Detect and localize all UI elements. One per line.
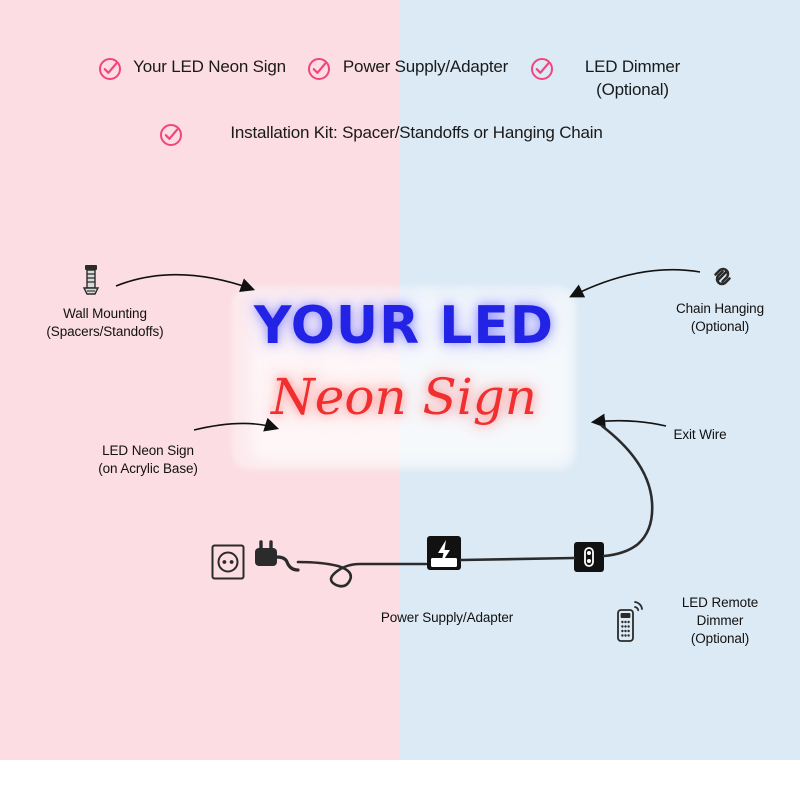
- callout-line-3: (Optional): [690, 631, 750, 647]
- check-circle-icon: [98, 57, 122, 81]
- wall-socket-icon: [211, 544, 245, 585]
- chain-link-icon: [706, 260, 740, 299]
- callout-chain-hanging: [640, 300, 800, 336]
- checklist-row-2: [0, 122, 800, 147]
- inline-dimmer-icon: [574, 542, 604, 577]
- checklist-item-led-neon-sign: [98, 56, 289, 81]
- check-circle-icon: [307, 57, 331, 81]
- checklist-item-label: Power Supply/Adapter: [342, 57, 509, 76]
- checklist-item-label: LED Dimmer (Optional): [584, 57, 681, 99]
- callout-line-2: (Spacers/Standoffs): [46, 324, 164, 340]
- checklist-item-label: Installation Kit: Spacer/Standoffs or Hanging Chain: [230, 122, 603, 142]
- checklist-item-label: Your LED Neon Sign: [133, 57, 286, 76]
- callout-power-supply-adapter: [338, 609, 556, 627]
- callout-line-1: Wall Mounting: [63, 306, 147, 321]
- checklist-row-1: [0, 56, 800, 102]
- callout-line-1: LED Neon Sign: [102, 443, 194, 458]
- callout-line-1: LED Remote: [681, 595, 759, 610]
- callout-line-2: (on Acrylic Base): [98, 461, 198, 477]
- callout-line-2: Dimmer: [696, 613, 744, 629]
- checklist-item-installation-kit: [159, 122, 642, 147]
- checklist-item-led-dimmer: [530, 56, 703, 102]
- background-panel-bottom: [0, 760, 800, 800]
- callout-line-1: Exit Wire: [673, 427, 727, 442]
- callout-led-neon-sign-base: [58, 442, 238, 478]
- callout-line-1: Power Supply/Adapter: [380, 610, 514, 625]
- checklist-item-power-supply: [307, 56, 512, 81]
- callout-led-remote-dimmer: [640, 594, 800, 649]
- check-circle-icon: [159, 123, 183, 147]
- checklist: [0, 56, 800, 147]
- neon-sign-line-2: Neon Sign: [271, 368, 537, 426]
- callout-line-2: (Optional): [690, 319, 750, 335]
- callout-exit-wire: [640, 426, 760, 444]
- neon-sign-line-1: YOUR LED: [253, 296, 555, 356]
- callout-wall-mounting: [10, 305, 200, 341]
- check-circle-icon: [530, 57, 554, 81]
- power-plug-icon: [255, 540, 313, 591]
- callout-line-1: Chain Hanging: [675, 301, 764, 316]
- adapter-brick-icon: [427, 536, 461, 575]
- screw-bolt-icon: [78, 264, 104, 305]
